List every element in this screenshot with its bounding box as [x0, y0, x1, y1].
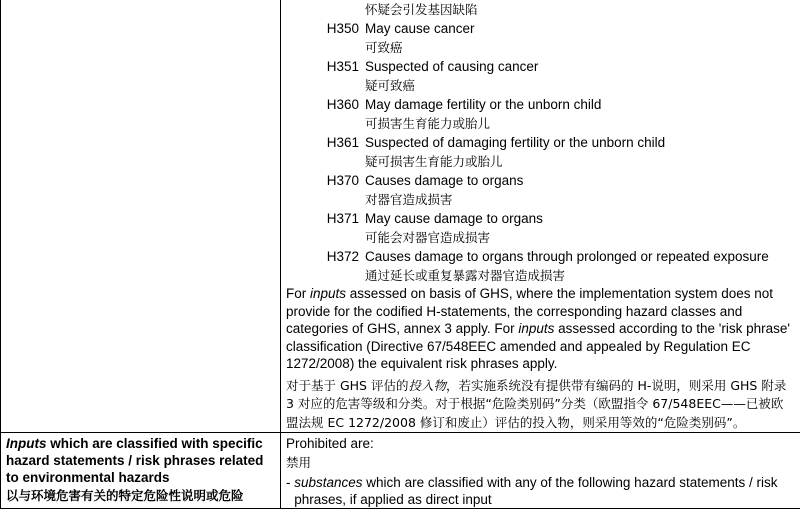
hazard-text: Causes damage to organs through prolonged or repeated exposure: [365, 249, 769, 264]
title-text: which are classified with specific hazard statements / risk phrases related to environmental hazards: [6, 436, 264, 485]
hazard-statement-row: [286, 19, 795, 38]
section-title-cn: 以与环境危害有关的特定危险性说明或危险: [6, 488, 244, 503]
para-text: assessed according to the 'risk phrase' classification (Directive 67/548EEC amended and appealed by Regulation EC 1272/2008) the equivalent risk phrases apply.: [286, 321, 790, 371]
hazard-text: Causes damage to organs: [365, 173, 524, 188]
hazard-text-cn: 对器官造成损害: [365, 192, 453, 207]
ghs-paragraph-cn: [286, 377, 795, 433]
hazard-text-cn: 疑可损害生育能力或胎儿: [365, 154, 503, 169]
hazard-statement-row: [286, 171, 795, 190]
hazard-text: May damage fertility or the unborn child: [365, 97, 602, 112]
statement-list: [286, 19, 795, 285]
para-text: ，若实施系统没有提供带有编码的 H-说明，则采用 GHS 附录 3 对应的危害等级和分类。对于根据“危险类别码”分类（欧盟指令 67/548EEC——已被欧盟法规 EC 1272/2008 修订和废止）评估的投入物，则采用等效的“危险类别码”。: [286, 377, 787, 430]
table-row: [1, 0, 800, 433]
para-text: 对于基于 GHS 评估的: [286, 377, 409, 393]
hazard-text: Suspected of causing cancer: [365, 59, 539, 74]
hazard-code: H361: [326, 135, 359, 150]
statement-cn: 怀疑会引发基因缺陷: [365, 2, 478, 17]
hazard-statement-row: [286, 95, 795, 114]
para-italic: inputs: [518, 321, 555, 336]
hazard-statement-row: [286, 247, 795, 266]
para-italic: 投入物: [408, 377, 446, 393]
hazard-text: Suspected of damaging fertility or the unborn child: [365, 135, 666, 150]
bullet-italic: substances: [294, 475, 363, 490]
para-italic: inputs: [310, 286, 347, 301]
hazard-text-cn: 可损害生育能力或胎儿: [365, 116, 491, 131]
environmental-hazards-cell: [1, 433, 281, 509]
hazard-text-cn: 可能会对器官造成损害: [365, 230, 491, 245]
hazard-code: H371: [326, 211, 359, 226]
hazard-code: H372: [326, 249, 359, 264]
para-text: assessed on basis of GHS, where the implementation system does not provide for the codified H-statements, the corresponding hazard classes and categories of GHS, annex 3 apply. For: [286, 286, 774, 336]
hazard-statement-row: [286, 133, 795, 152]
section-title: [6, 435, 275, 486]
hazard-code: H350: [326, 21, 359, 36]
hazard-text-cn: 可致癌: [365, 40, 403, 55]
bullet-text: [294, 474, 795, 508]
hazard-text-cn: 疑可致癌: [365, 78, 416, 93]
hazard-code: H370: [326, 173, 359, 188]
para-text: For: [286, 286, 311, 301]
table-row: [1, 433, 800, 509]
prohibited-label-cn: 禁用: [286, 455, 312, 470]
list-item: [286, 474, 795, 508]
left-cell-empty: [1, 0, 281, 433]
hazard-text-cn: 通过延长或重复暴露对器官造成损害: [365, 268, 566, 283]
hazard-statement-row: [286, 57, 795, 76]
hazard-code: H351: [326, 59, 359, 74]
hazard-text: May cause damage to organs: [365, 211, 543, 226]
ghs-paragraph-en: [286, 285, 795, 373]
prohibited-label: Prohibited are:: [286, 436, 374, 451]
hazard-statements-cell: [281, 0, 800, 433]
bullet-rest: which are classified with any of the following hazard statements / risk phrases, if applied as direct input: [294, 475, 778, 507]
hazard-statement-row: [286, 209, 795, 228]
title-italic: Inputs: [6, 436, 47, 451]
prohibited-cell: [281, 433, 800, 509]
bullet-dash: -: [286, 475, 295, 490]
hazard-code: H360: [326, 97, 359, 112]
hazard-text: May cause cancer: [365, 21, 475, 36]
